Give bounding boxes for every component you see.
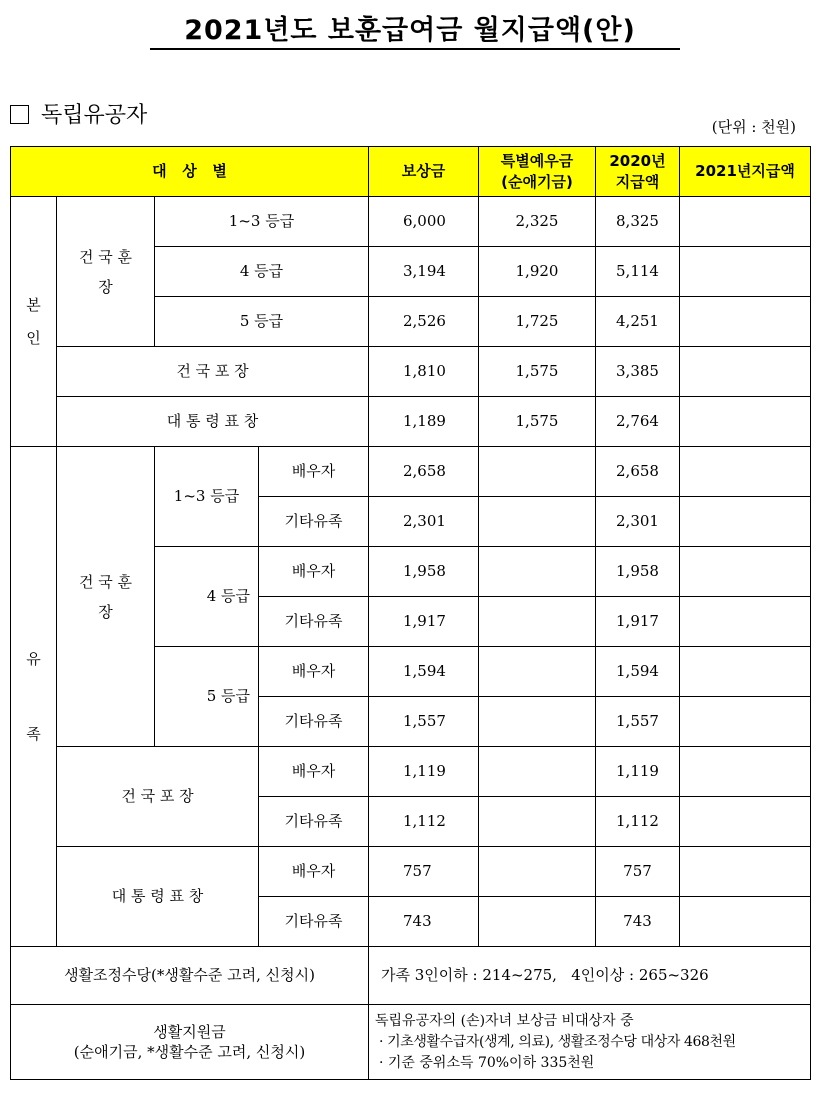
self-pyochang-2021 bbox=[680, 397, 811, 447]
family-pyochang-spouse: 배우자 bbox=[259, 847, 369, 897]
family-medal bbox=[57, 447, 155, 747]
self-pojang-2020: 3,385 bbox=[596, 347, 680, 397]
family-pyochang-spouse-2020: 757 bbox=[596, 847, 680, 897]
self-2021-3 bbox=[680, 297, 811, 347]
family-pojang-other: 기타유족 bbox=[259, 797, 369, 847]
family-g3-other: 기타유족 bbox=[259, 697, 369, 747]
header-special-line1: 특별예우금 bbox=[500, 152, 574, 171]
group-self bbox=[11, 197, 57, 447]
family-pyochang-spouse-2021 bbox=[680, 847, 811, 897]
group-family bbox=[11, 447, 57, 947]
living-support-label-line1: 생활지원금 bbox=[153, 1022, 226, 1041]
family-g3-other-comp: 1,557 bbox=[369, 697, 479, 747]
self-pojang-special: 1,575 bbox=[479, 347, 596, 397]
self-2021-2 bbox=[680, 247, 811, 297]
checkbox-square-icon bbox=[10, 105, 29, 124]
family-g2-spouse-special bbox=[479, 547, 596, 597]
family-pojang-other-comp: 1,112 bbox=[369, 797, 479, 847]
family-pyochang-spouse-comp: 757 bbox=[369, 847, 479, 897]
family-g3-spouse-2020: 1,594 bbox=[596, 647, 680, 697]
unit-label: (단위 : 천원) bbox=[711, 118, 796, 136]
living-support-label bbox=[11, 1005, 369, 1080]
header-2020-line2: 지급액 bbox=[615, 172, 660, 191]
self-2020-2: 5,114 bbox=[596, 247, 680, 297]
family-g1-other-comp: 2,301 bbox=[369, 497, 479, 547]
self-pojang-comp: 1,810 bbox=[369, 347, 479, 397]
family-g2-other-special bbox=[479, 597, 596, 647]
living-adjust-value: 가족 3인이하 : 214~275, 4인이상 : 265~326 bbox=[369, 947, 811, 1005]
family-pojang-other-2020: 1,112 bbox=[596, 797, 680, 847]
title-underline bbox=[150, 48, 680, 50]
family-g2-spouse-comp: 1,958 bbox=[369, 547, 479, 597]
family-g3-other-2021 bbox=[680, 697, 811, 747]
group-family-label: 유 족 bbox=[26, 649, 41, 743]
family-g3-spouse-2021 bbox=[680, 647, 811, 697]
family-g2-other: 기타유족 bbox=[259, 597, 369, 647]
self-medal-label: 건 국 훈 장 bbox=[78, 247, 132, 296]
self-grade-1: 1~3 등급 bbox=[155, 197, 369, 247]
self-2021-1 bbox=[680, 197, 811, 247]
family-pyochang-other-comp: 743 bbox=[369, 897, 479, 947]
page-title: 2021년도 보훈급여금 월지급액(안) bbox=[184, 15, 636, 46]
family-medal-label: 건 국 훈 장 bbox=[78, 572, 132, 621]
living-support-line2: · 기초생활수급자(생계, 의료), 생활조정수당 대상자 468천원 bbox=[379, 1033, 736, 1050]
family-g2-other-2021 bbox=[680, 597, 811, 647]
family-pojang-spouse-special bbox=[479, 747, 596, 797]
section-heading bbox=[10, 98, 147, 129]
header-2020 bbox=[596, 147, 680, 197]
family-g1-spouse-2021 bbox=[680, 447, 811, 497]
header-special-line2: (순애기금) bbox=[501, 172, 573, 191]
family-grade-2: 4 등급 bbox=[155, 547, 259, 647]
living-support-label-line2: (순애기금, *생활수준 고려, 신청시) bbox=[73, 1043, 306, 1061]
family-g3-spouse-special bbox=[479, 647, 596, 697]
family-g3-spouse-comp: 1,594 bbox=[369, 647, 479, 697]
family-pyochang-other-2020: 743 bbox=[596, 897, 680, 947]
family-pojang-spouse: 배우자 bbox=[259, 747, 369, 797]
family-g1-other-2020: 2,301 bbox=[596, 497, 680, 547]
family-grade-1: 1~3 등급 bbox=[155, 447, 259, 547]
family-g3-other-special bbox=[479, 697, 596, 747]
group-self-label: 본 인 bbox=[26, 295, 41, 347]
family-pyochang-other-special bbox=[479, 897, 596, 947]
self-special-2: 1,920 bbox=[479, 247, 596, 297]
self-pyochang-comp: 1,189 bbox=[369, 397, 479, 447]
self-special-1: 2,325 bbox=[479, 197, 596, 247]
family-g1-other: 기타유족 bbox=[259, 497, 369, 547]
living-adjust-label: 생활조정수당(*생활수준 고려, 신청시) bbox=[11, 947, 369, 1005]
header-2020-line1: 2020년 bbox=[609, 152, 666, 171]
family-pojang-spouse-2020: 1,119 bbox=[596, 747, 680, 797]
family-g1-other-2021 bbox=[680, 497, 811, 547]
family-grade-3: 5 등급 bbox=[155, 647, 259, 747]
living-support-line3: · 기준 중위소득 70%이하 335천원 bbox=[379, 1054, 595, 1071]
family-g2-spouse-2020: 1,958 bbox=[596, 547, 680, 597]
family-pojang-spouse-comp: 1,119 bbox=[369, 747, 479, 797]
family-pojang-spouse-2021 bbox=[680, 747, 811, 797]
self-grade-2: 4 등급 bbox=[155, 247, 369, 297]
family-g2-spouse: 배우자 bbox=[259, 547, 369, 597]
family-g1-other-special bbox=[479, 497, 596, 547]
family-g3-other-2020: 1,557 bbox=[596, 697, 680, 747]
header-2021: 2021년지급액 bbox=[680, 147, 811, 197]
section-title: 독립유공자 bbox=[41, 103, 148, 128]
self-comp-2: 3,194 bbox=[369, 247, 479, 297]
header-special bbox=[479, 147, 596, 197]
self-pojang-2021 bbox=[680, 347, 811, 397]
family-pojang-other-2021 bbox=[680, 797, 811, 847]
family-g3-spouse: 배우자 bbox=[259, 647, 369, 697]
family-pyochang-spouse-special bbox=[479, 847, 596, 897]
self-special-3: 1,725 bbox=[479, 297, 596, 347]
self-pyochang: 대 통 령 표 창 bbox=[57, 397, 369, 447]
header-target: 대 상 별 bbox=[11, 147, 369, 197]
family-g2-other-2020: 1,917 bbox=[596, 597, 680, 647]
family-g2-other-comp: 1,917 bbox=[369, 597, 479, 647]
self-pyochang-special: 1,575 bbox=[479, 397, 596, 447]
self-pojang: 건 국 포 장 bbox=[57, 347, 369, 397]
self-comp-1: 6,000 bbox=[369, 197, 479, 247]
self-medal bbox=[57, 197, 155, 347]
family-g1-spouse: 배우자 bbox=[259, 447, 369, 497]
family-g1-spouse-2020: 2,658 bbox=[596, 447, 680, 497]
self-pyochang-2020: 2,764 bbox=[596, 397, 680, 447]
family-g2-spouse-2021 bbox=[680, 547, 811, 597]
family-g1-spouse-comp: 2,658 bbox=[369, 447, 479, 497]
self-2020-3: 4,251 bbox=[596, 297, 680, 347]
living-support-desc bbox=[369, 1005, 811, 1080]
family-pyochang-other: 기타유족 bbox=[259, 897, 369, 947]
payment-table bbox=[10, 146, 811, 1080]
family-pyochang-other-2021 bbox=[680, 897, 811, 947]
family-pyochang: 대 통 령 표 창 bbox=[57, 847, 259, 947]
family-pojang-other-special bbox=[479, 797, 596, 847]
self-2020-1: 8,325 bbox=[596, 197, 680, 247]
self-grade-3: 5 등급 bbox=[155, 297, 369, 347]
family-g1-spouse-special bbox=[479, 447, 596, 497]
self-comp-3: 2,526 bbox=[369, 297, 479, 347]
living-support-line1: 독립유공자의 (손)자녀 보상금 비대상자 중 bbox=[375, 1012, 634, 1029]
header-compensation: 보상금 bbox=[369, 147, 479, 197]
family-pojang: 건 국 포 장 bbox=[57, 747, 259, 847]
